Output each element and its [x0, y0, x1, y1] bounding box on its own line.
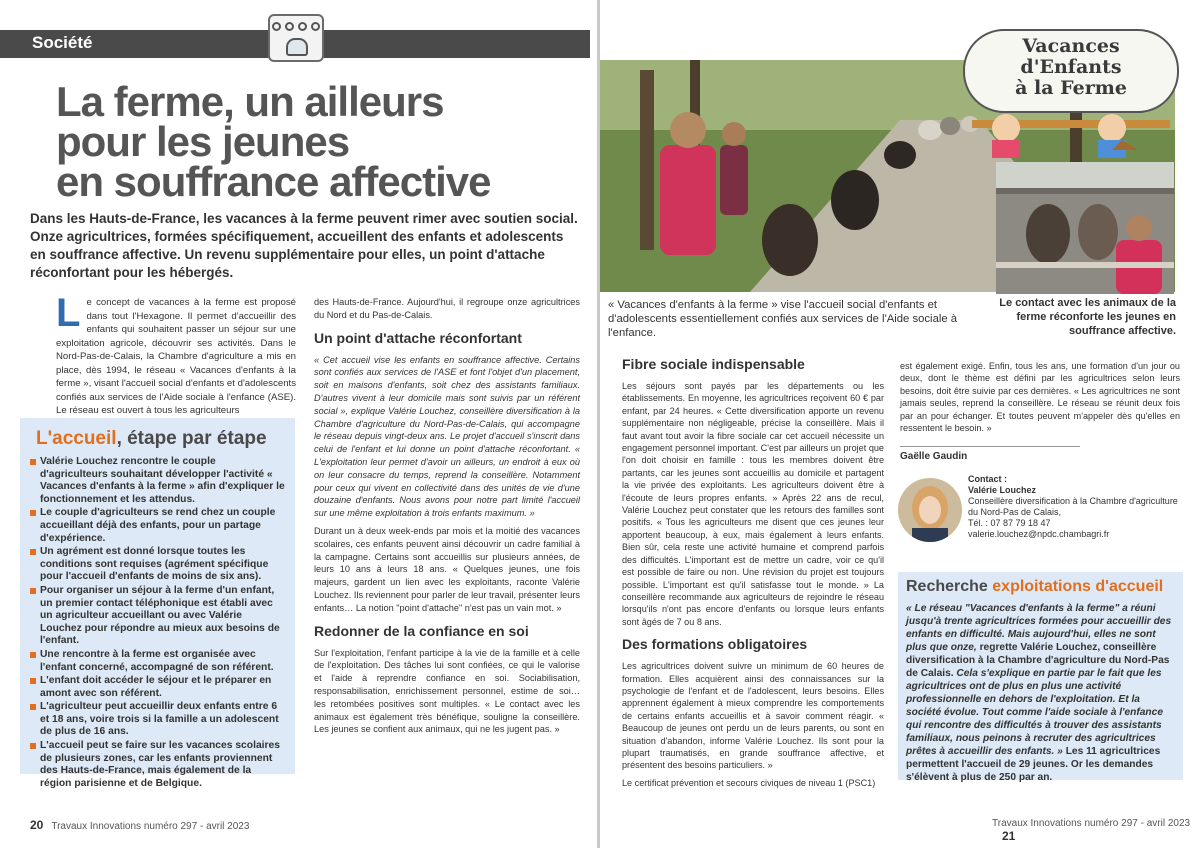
col3-paragraph-2: Les agricultrices doivent suivre un minimum de 60 heures de formation. Elles acquièrent ainsi des connaissances sur la psychologie de l'enfant et de l'adolescent, leurs besoins. Elles apprennent également à mieux comprendre les comportements de certains enfants accueillis et à savoir comment réagir. « Beaucoup de jeunes ont perdu un de leurs parents, ou sont en situation d'abandon, informe Valérie Louchez. Ils sont pour la plupart traumatisés, en grande souffrance affective, et présentent des besoins particuliers. » — [622, 661, 884, 771]
subhead-confiance: Redonner de la confiance en soi — [314, 622, 529, 639]
page-number-right: 21 — [1002, 829, 1016, 843]
col3-paragraph-1: Les séjours sont payés par les départements ou les établissements. En moyenne, les agricultrices reçoivent 60 € par enfant, par 24 heures. « Cette diversification apporte un revenu supplémentaire non négligeable, précise la conseillère. Mais il faut avant tout avoir la fibre sociale car cet accueil nécessite un engagement personnel important. C'est par ailleurs un projet que l'on doit choisir en famille : tous les membres doivent être partants, car les jeunes sont accueillis au domicile et partagent la vie privée des exploitants. Les agriculteurs doivent être à l'écoute de leurs propres enfants. » Après 22 ans de recul, Valérie Louchez peut constater que les retours des familles sont positifs. « Tous les agriculteurs me disent que ces jeunes leur apportent beaucoup, à eux, mais également à leurs enfants. Bien sûr, cela reste une activité humaine et comprend parfois des difficultés. L'important est de mettre un cadre, voir ce qu'il est possible de faire ou non. Une révision du projet est toujours possible. L'important est qu'il satisfasse tout le monde. » La conseillère recommande aux agriculteurs de rejoindre le réseau lorsqu'ils n'ont pas encore d'enfants ou lorsque leurs enfants sont âgés de 7 ou 8 ans. — [622, 381, 884, 627]
col2-paragraph-2: Durant un à deux week-ends par mois et la moitié des vacances scolaires, ces enfants peuvent ainsi découvrir un cadre familial à la campagne. Certains sont accueillis sur plusieurs années, de leurs 10 ans à leurs 18 ans. « Quelques jeunes, une fois majeurs, gardent un lien avec les exploitants, raconte Valérie Louchez. Ils reviennent pour parler de leur travail, présenter leurs enfants… La notion "point d'attache" n'est pas un vain mot. » — [314, 525, 580, 613]
subhead-formations: Des formations obligatoires — [622, 636, 808, 653]
headline-line-1: La ferme, un ailleurs — [56, 78, 444, 125]
col2-intro: des Hauts-de-France. Aujourd'hui, il regroupe onze agricultrices du Nord et du Pas-de-Calais. — [314, 297, 580, 320]
column-1 — [56, 291, 296, 423]
col2-paragraph-1: « Cet accueil vise les enfants en souffrance affective. Certains sont confiés aux services de l'ASE et font l'objet d'un placement, soit en maisons d'enfants, soit chez des assistants familiaux. D'autres vivent à leur domicile mais sont suivis par un référent social », explique Valérie Louchez, conseillère diversification à la Chambre d'agriculture du Nord-Pas-de-Calais, qui accompagne le réseau depuis vingt-deux ans. Le projet d'accueil s'inscrit dans celui de l'enfant et lui donne un point d'attache réconfortant. « L'exploitation leur permet d'avoir un ailleurs, un endroit à eux où on leur consacre du temps, reprend la conseillère. Notamment pour ceux qui vivent en collectivité dans des unités de vie d'une douzaine d'enfants. Nous avons pour notre part limité l'accueil sur une même exploitation à trois enfants maximum. » — [314, 354, 580, 519]
contact-avatar — [898, 478, 962, 542]
steps-list — [30, 456, 285, 790]
subhead-fibre-sociale: Fibre sociale indispensable — [622, 356, 805, 372]
contact-role: Conseillère diversification à la Chambre d'agriculture du Nord-Pas de Calais, — [968, 496, 1178, 517]
step-item: Un agrément est donné lorsque toutes les conditions sont requises (agrément spécifique pour l'accueil d'enfants de moins de six ans). — [30, 546, 285, 584]
photo-caption-small: Le contact avec les animaux de la ferme réconforte les jeunes en souffrance affective. — [999, 297, 1176, 337]
step-item: Valérie Louchez rencontre le couple d'agriculteurs souhaitant développer l'activité « Vacances d'enfants à la ferme » afin d'expliquer le fonctionnement et les attendus. — [30, 456, 285, 506]
photo-donkeys — [996, 162, 1174, 294]
contact-phone: Tél. : 07 87 79 18 47 — [968, 518, 1051, 528]
col4-paragraph-1: est également exigé. Enfin, tous les ans, une formation d'un jour ou deux, dont le thème est défini par les agricultrices selon leurs besoins, doit être suivie par ces dernières. « Les agricultrices ne sont jamais seules, reprend la conseillère. Le réseau se réunit deux fois par an pour échanger. Et toutes peuvent m'appeler dès qu'elles en ressentent le besoin. » — [900, 361, 1180, 434]
vacances-enfants-logo — [962, 28, 1180, 158]
subhead-point-attache: Un point d'attache réconfortant — [314, 329, 522, 346]
contact-name: Valérie Louchez — [968, 485, 1037, 495]
photo-caption-main: « Vacances d'enfants à la ferme » vise l'accueil social d'enfants et d'adolescents essentiellement confiés aux services de l'Aide sociale à l'enfance. — [608, 299, 958, 339]
folio-text-right: Travaux Innovations numéro 297 - avril 2023 — [992, 818, 1191, 829]
col3-paragraph-3: Le certificat prévention et secours civiques de niveau 1 (PSC1) — [622, 777, 876, 788]
contact-label: Contact : — [968, 474, 1007, 484]
rubric-label: Société — [32, 33, 93, 52]
left-page — [0, 0, 597, 848]
headline-line-2: pour les jeunes — [56, 118, 350, 165]
column-3 — [622, 356, 884, 794]
rbox-title: Recherche exploitations d'accueil — [906, 578, 1164, 595]
sidebox-title: L'accueil, étape par étape — [36, 428, 267, 449]
step-item: L'accueil peut se faire sur les vacances scolaires de plusieurs zones, car les enfants proviennent des Hauts-de-France, mais également de la région parisienne et de Belgique. — [30, 740, 285, 790]
article-headline — [56, 78, 576, 205]
page-number-left: 20 — [30, 818, 44, 832]
column-2 — [314, 296, 580, 741]
author-signature: Gaëlle Gaudin — [900, 446, 1080, 463]
network-people-icon — [268, 14, 324, 62]
intro-paragraph: Le concept de vacances à la ferme est proposé dans tout l'Hexagone. Il permet d'accueillir des enfants qui souhaitent passer un séjour sur une exploitation agricole, découvrir ses activités. Dans le Nord-Pas-de-Calais, la Chambre d'agriculture a mis en place, dès 1994, le réseau « Vacances d'enfants à la ferme », visant l'accueil social d'enfants et d'adolescents confiés aux services de l'Aide sociale à l'enfance (ASE). Le réseau est ouvert à tous les agriculteurs — [56, 291, 296, 416]
contact-details — [968, 474, 1178, 540]
contact-box — [898, 474, 1180, 568]
step-item: L'agriculteur peut accueillir deux enfants entre 6 et 18 ans, voire trois si la famille a un adolescent de plus de 16 ans. — [30, 701, 285, 739]
folio-text-left: Travaux Innovations numéro 297 - avril 2023 — [51, 821, 250, 832]
step-item: Pour organiser un séjour à la ferme d'un enfant, un premier contact téléphonique est établi avec un agriculteur accueillant ou avec Valérie Louchez pour répondre au mieux aux besoins de l'enfant. — [30, 585, 285, 648]
folio-right — [992, 818, 1200, 843]
step-item: Le couple d'agriculteurs se rend chez un couple accueillant déjà des enfants, pour un partage d'expérience. — [30, 507, 285, 545]
drop-cap: L — [56, 291, 81, 335]
contact-email[interactable]: valerie.louchez@npdc.chambagri.fr — [968, 529, 1110, 539]
article-lead: Dans les Hauts-de-France, les vacances à la ferme peuvent rimer avec soutien social. Onze agricultrices, formées spécifiquement, accueillent des enfants et adolescents en souffrance affective. Un revenu supplémentaire pour elles, un point d'attache réconfortant pour les hébergés. — [30, 211, 578, 280]
headline-line-3: en souffrance affective — [56, 158, 491, 205]
rbox-quote: « Le réseau "Vacances d'enfants à la ferme" a réuni jusqu'à trente agricultrices formées pour accueillir des enfants en difficulté. Mais aujourd'hui, elles ne sont plus que onze, regrette Valérie Louchez, conseillère diversification à la Chambre d'agriculture du Nord-Pas de Calais. Cela s'explique en partie par le fait que les agricultrices ont de plus en plus une activité professionnelle en dehors de l'exploitation. Et la société évolue. Tout comme l'aide sociale à l'enfance qui rencontre des difficultés à trouver des assistants familiaux, nous peinons à recruter des agricultrices prêtes à accueillir des enfants. » Les 11 agricultrices permettent l'accueil de 29 jeunes. Or les demandes s'élèvent à plus de 250 par an. — [906, 603, 1172, 783]
step-item: L'enfant doit accéder le séjour et le préparer en amont avec son référent. — [30, 675, 285, 700]
column-4 — [900, 360, 1180, 464]
folio-left — [30, 818, 249, 832]
right-page — [600, 0, 1200, 848]
recherche-box — [898, 572, 1183, 783]
sidebar-box-accueil — [20, 418, 295, 789]
logo-wordmark: Vacances d'Enfants à la Ferme — [1015, 35, 1127, 99]
step-item: Une rencontre à la ferme est organisée avec l'enfant concerné, accompagné de son référent. — [30, 649, 285, 674]
col2-paragraph-3: Sur l'exploitation, l'enfant participe à la vie de la famille et à celle de l'exploitation. Des tâches lui sont confiées, ce qui le valorise et l'aide à reprendre confiance en soi. Sociabilisation, responsabilisation, enrichissement personnel, estime de soi… les retombées positives sont multiples. « Le contact avec les animaux est également très bénéfique, souligne la conseillère. Les jeunes se confient aux animaux, qui ne les jugent pas. » — [314, 647, 580, 735]
